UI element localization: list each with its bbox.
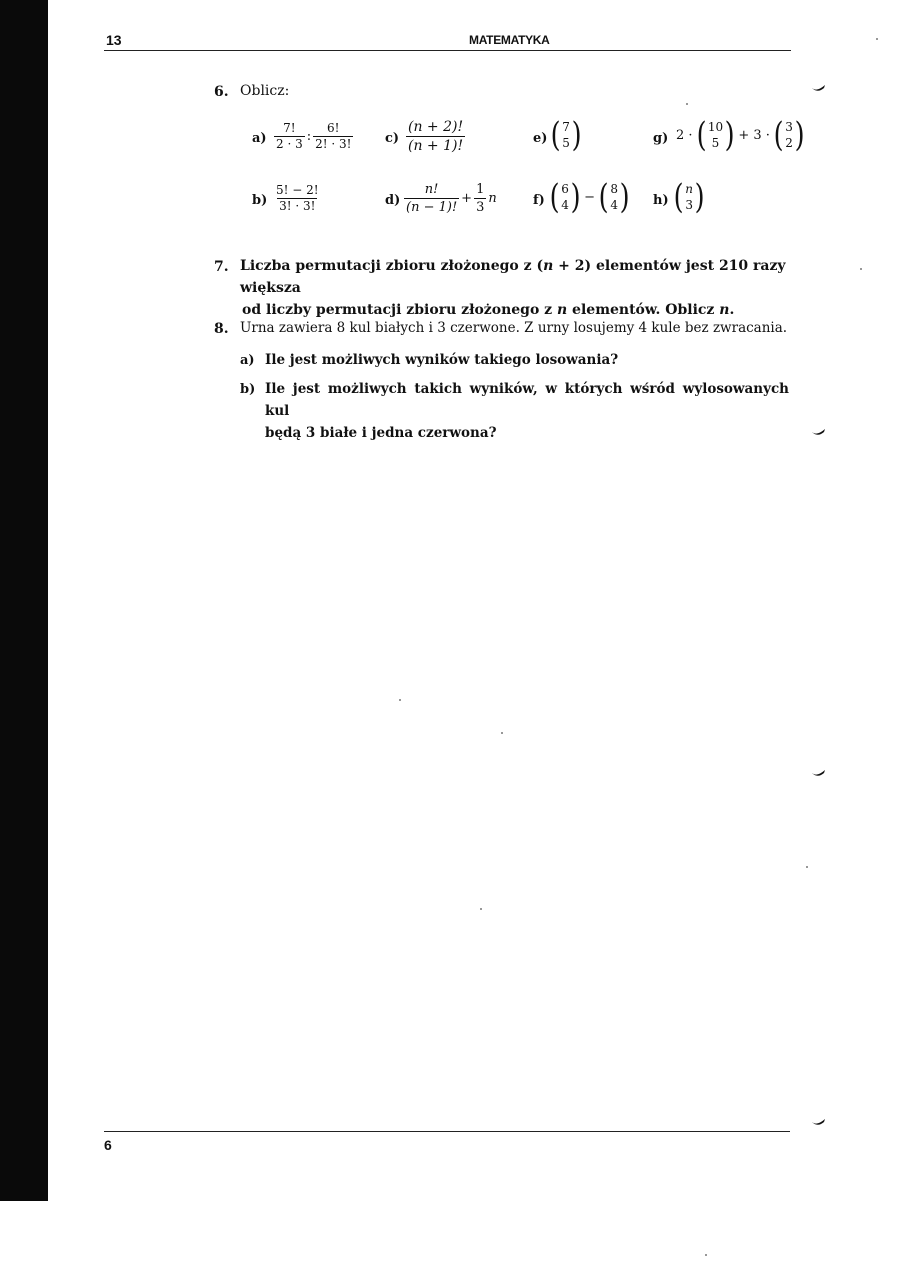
checkmark-icon xyxy=(810,428,826,438)
task-7-text xyxy=(240,255,800,321)
task-6f-expression: ( 6 4 ) − ( 8 4 ) xyxy=(549,177,630,217)
task-6c-expression xyxy=(406,118,465,155)
binomial: ( n 3 ) xyxy=(673,177,705,217)
task-6b-expression xyxy=(274,183,321,214)
binomial: ( 6 4 ) xyxy=(549,177,581,217)
task-7-line-1: Liczba permutacji zbioru złożonego z (n + 2) elementów jest 210 razy większa xyxy=(240,258,786,296)
task-6h-expression xyxy=(672,178,706,216)
task-8b-text xyxy=(265,378,789,444)
scan-speck xyxy=(480,908,482,910)
header-title: MATEMATYKA xyxy=(469,33,550,47)
task-8a-label: a) xyxy=(240,353,255,368)
footer-page-number: 6 xyxy=(104,1137,112,1153)
fraction: $\frac{n!}{(n - 1)!}$ xyxy=(406,182,458,215)
checkmark-icon xyxy=(810,84,826,94)
scan-edge-strip xyxy=(0,0,48,1201)
fraction: $\frac{(n + 2)!}{(n + 1)!}$ xyxy=(408,119,464,154)
scan-speck xyxy=(705,1254,707,1256)
task-6g-expression: 2 · ( 10 5 ) + 3 · ( 3 2 ) xyxy=(676,115,805,155)
task-6c-label: c) xyxy=(385,131,400,146)
task-8b-line-2: będą 3 białe i jedna czerwona? xyxy=(265,425,497,441)
fraction: $\frac{6!}{2! \cdot 3!}$ xyxy=(315,121,352,151)
header-page-number: 13 xyxy=(106,32,122,48)
scan-speck xyxy=(876,38,878,40)
task-8b-line-1: Ile jest możliwych takich wyników, w których wśród wylosowanych kul xyxy=(265,381,789,419)
task-8-text: Urna zawiera 8 kul białych i 3 czerwone. Z urny losujemy 4 kule bez zwracania. xyxy=(240,320,788,336)
scan-speck xyxy=(399,699,401,701)
task-6-prompt: Oblicz: xyxy=(240,83,290,99)
task-8-number: 8. xyxy=(214,321,229,337)
task-6h-label: h) xyxy=(653,193,669,208)
task-6g-label: g) xyxy=(653,131,669,146)
task-8b-label: b) xyxy=(240,382,256,397)
fraction: $\frac{1}{3}$ xyxy=(476,182,485,215)
task-6-number: 6. xyxy=(214,84,229,100)
fraction: $\frac{7!}{2 \cdot 3}$ xyxy=(276,121,303,151)
scan-speck xyxy=(501,732,503,734)
footer-rule xyxy=(104,1131,790,1132)
task-6a-label: a) xyxy=(252,131,267,146)
fraction: $\frac{5! - 2!}{3! \cdot 3!}$ xyxy=(276,183,319,213)
task-7-line-2: od liczby permutacji zbioru złożonego z n elementów. Oblicz n. xyxy=(242,302,735,318)
scan-speck xyxy=(860,268,862,270)
checkmark-icon xyxy=(810,769,826,779)
task-7-number: 7. xyxy=(214,259,229,275)
binomial: ( 10 5 ) xyxy=(696,115,735,155)
task-6d-label: d) xyxy=(385,193,401,208)
binomial: ( 7 5 ) xyxy=(550,115,582,155)
task-6d-expression: $\frac{n!}{(n - 1)!}$ + $\frac{1}{3}$ n xyxy=(406,182,497,215)
binomial: ( 3 2 ) xyxy=(773,115,805,155)
task-6f-label: f) xyxy=(533,193,545,208)
task-6e-label: e) xyxy=(533,131,548,146)
scan-speck xyxy=(806,866,808,868)
header-rule xyxy=(104,50,791,51)
task-8a-text: Ile jest możliwych wyników takiego losowania? xyxy=(265,352,619,368)
task-6e-expression xyxy=(549,116,583,154)
checkmark-icon xyxy=(810,1118,826,1128)
binomial: ( 8 4 ) xyxy=(598,177,630,217)
scan-speck xyxy=(686,103,688,105)
task-6a-expression: $\frac{7!}{2 \cdot 3}$ : $\frac{6!}{2! \cdot 3!}$ xyxy=(276,121,352,151)
task-6b-label: b) xyxy=(252,193,268,208)
